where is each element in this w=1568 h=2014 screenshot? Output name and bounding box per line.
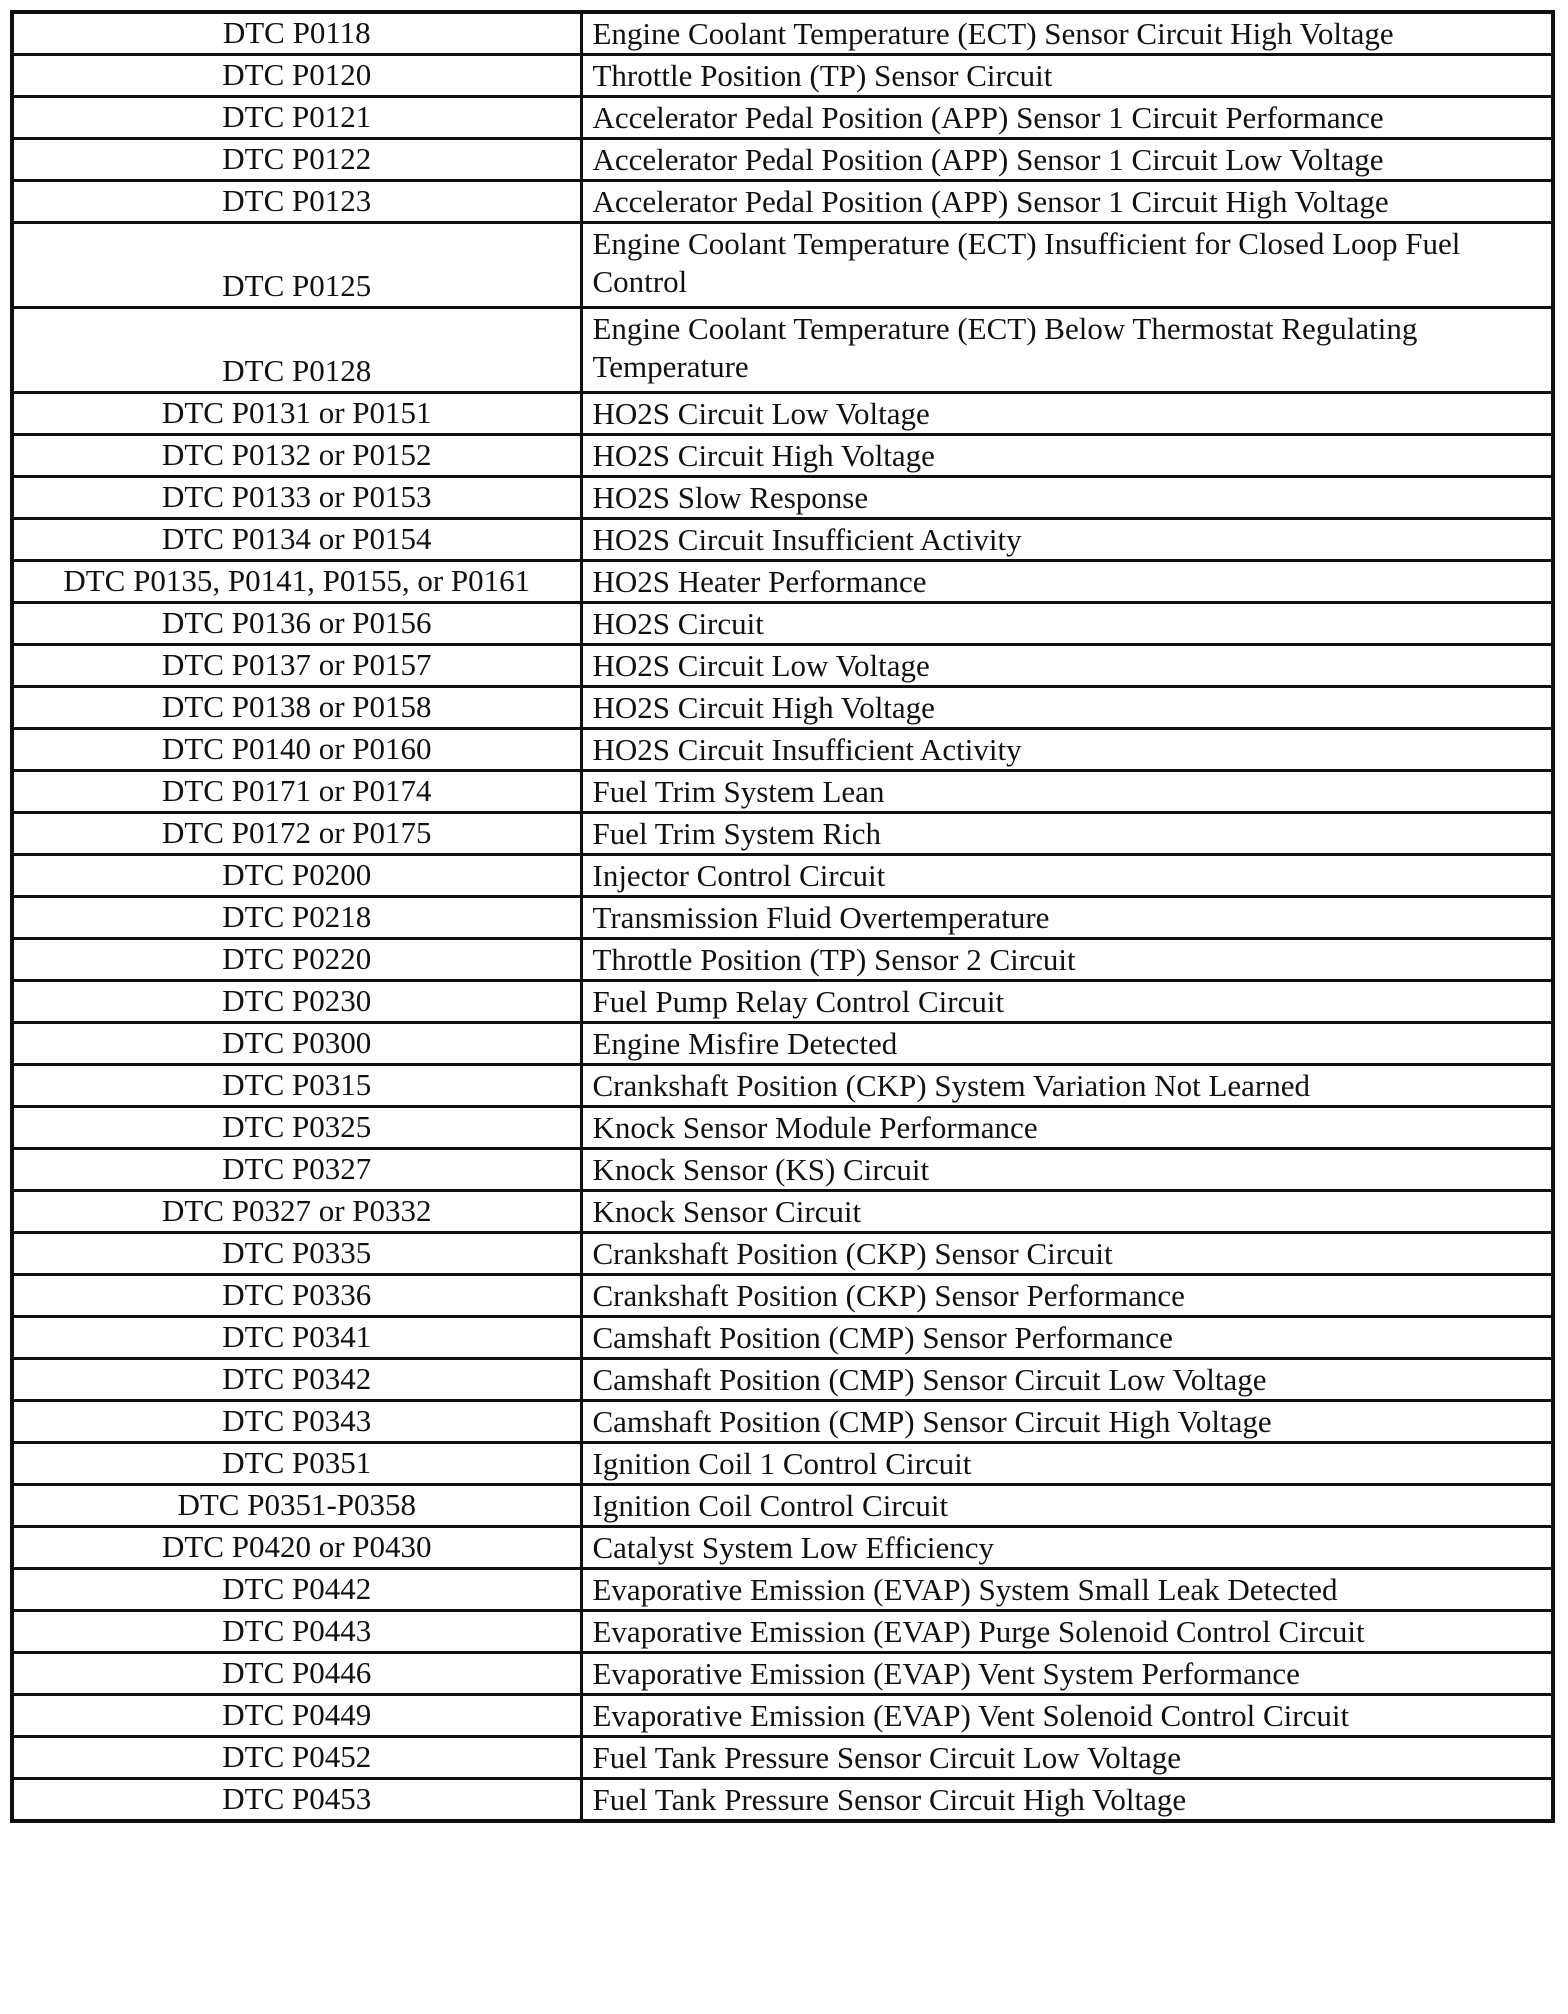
dtc-description-cell: HO2S Circuit Low Voltage: [581, 393, 1553, 435]
dtc-description-cell: Accelerator Pedal Position (APP) Sensor 1 Circuit Low Voltage: [581, 139, 1553, 181]
dtc-code-cell: DTC P0172 or P0175: [12, 813, 581, 855]
dtc-code-cell: DTC P0335: [12, 1233, 581, 1275]
dtc-description-cell: HO2S Slow Response: [581, 477, 1553, 519]
dtc-code-cell: DTC P0133 or P0153: [12, 477, 581, 519]
dtc-code-cell: DTC P0446: [12, 1653, 581, 1695]
dtc-description-cell: Engine Coolant Temperature (ECT) Sensor Circuit High Voltage: [581, 12, 1553, 55]
table-row: [12, 181, 1553, 223]
dtc-description-cell: Evaporative Emission (EVAP) Vent Solenoid Control Circuit: [581, 1695, 1553, 1737]
table-row: [12, 603, 1553, 645]
dtc-description-cell: Evaporative Emission (EVAP) System Small Leak Detected: [581, 1569, 1553, 1611]
dtc-description-cell: Fuel Tank Pressure Sensor Circuit High Voltage: [581, 1779, 1553, 1822]
dtc-description-cell: HO2S Circuit High Voltage: [581, 687, 1553, 729]
dtc-code-cell: DTC P0327 or P0332: [12, 1191, 581, 1233]
table-row: [12, 687, 1553, 729]
dtc-description-cell: HO2S Heater Performance: [581, 561, 1553, 603]
dtc-description-cell: HO2S Circuit Insufficient Activity: [581, 729, 1553, 771]
dtc-code-cell: DTC P0449: [12, 1695, 581, 1737]
dtc-code-cell: DTC P0118: [12, 12, 581, 55]
dtc-description-cell: Knock Sensor Circuit: [581, 1191, 1553, 1233]
dtc-code-cell: DTC P0122: [12, 139, 581, 181]
dtc-description-cell: Camshaft Position (CMP) Sensor Circuit High Voltage: [581, 1401, 1553, 1443]
dtc-code-cell: DTC P0128: [12, 308, 581, 393]
dtc-description-cell: Throttle Position (TP) Sensor Circuit: [581, 55, 1553, 97]
dtc-code-cell: DTC P0121: [12, 97, 581, 139]
dtc-description-cell: Accelerator Pedal Position (APP) Sensor 1 Circuit High Voltage: [581, 181, 1553, 223]
dtc-description-cell: Accelerator Pedal Position (APP) Sensor 1 Circuit Performance: [581, 97, 1553, 139]
dtc-description-cell: HO2S Circuit High Voltage: [581, 435, 1553, 477]
table-row: [12, 729, 1553, 771]
dtc-code-cell: DTC P0341: [12, 1317, 581, 1359]
dtc-code-cell: DTC P0218: [12, 897, 581, 939]
dtc-code-cell: DTC P0171 or P0174: [12, 771, 581, 813]
dtc-table: [10, 10, 1555, 1823]
dtc-code-cell: DTC P0230: [12, 981, 581, 1023]
dtc-description-cell: Crankshaft Position (CKP) Sensor Performance: [581, 1275, 1553, 1317]
table-row: [12, 1107, 1553, 1149]
table-row: [12, 12, 1553, 55]
dtc-code-cell: DTC P0137 or P0157: [12, 645, 581, 687]
table-row: [12, 897, 1553, 939]
table-row: [12, 1401, 1553, 1443]
dtc-code-cell: DTC P0351: [12, 1443, 581, 1485]
dtc-code-cell: DTC P0140 or P0160: [12, 729, 581, 771]
table-row: [12, 97, 1553, 139]
dtc-description-cell: HO2S Circuit Insufficient Activity: [581, 519, 1553, 561]
table-row: [12, 1149, 1553, 1191]
dtc-description-cell: Ignition Coil Control Circuit: [581, 1485, 1553, 1527]
dtc-code-cell: DTC P0442: [12, 1569, 581, 1611]
table-row: [12, 939, 1553, 981]
dtc-description-cell: Fuel Trim System Rich: [581, 813, 1553, 855]
table-row: [12, 645, 1553, 687]
table-row: [12, 813, 1553, 855]
dtc-code-cell: DTC P0136 or P0156: [12, 603, 581, 645]
dtc-table-body: [12, 12, 1553, 1821]
table-row: [12, 1317, 1553, 1359]
dtc-description-cell: Knock Sensor Module Performance: [581, 1107, 1553, 1149]
table-row: [12, 561, 1553, 603]
dtc-description-cell: Fuel Trim System Lean: [581, 771, 1553, 813]
dtc-code-cell: DTC P0131 or P0151: [12, 393, 581, 435]
dtc-code-cell: DTC P0134 or P0154: [12, 519, 581, 561]
dtc-code-cell: DTC P0220: [12, 939, 581, 981]
dtc-description-cell: Catalyst System Low Efficiency: [581, 1527, 1553, 1569]
dtc-description-cell: Fuel Pump Relay Control Circuit: [581, 981, 1553, 1023]
dtc-description-cell: Fuel Tank Pressure Sensor Circuit Low Voltage: [581, 1737, 1553, 1779]
dtc-code-cell: DTC P0123: [12, 181, 581, 223]
table-row: [12, 139, 1553, 181]
table-row: [12, 1485, 1553, 1527]
dtc-code-cell: DTC P0325: [12, 1107, 581, 1149]
dtc-code-cell: DTC P0300: [12, 1023, 581, 1065]
table-row: [12, 771, 1553, 813]
table-row: [12, 1275, 1553, 1317]
table-row: [12, 519, 1553, 561]
table-row: [12, 1695, 1553, 1737]
dtc-code-cell: DTC P0342: [12, 1359, 581, 1401]
dtc-code-cell: DTC P0135, P0141, P0155, or P0161: [12, 561, 581, 603]
dtc-code-cell: DTC P0420 or P0430: [12, 1527, 581, 1569]
table-row: [12, 1611, 1553, 1653]
dtc-description-cell: Transmission Fluid Overtemperature: [581, 897, 1553, 939]
dtc-description-cell: Engine Misfire Detected: [581, 1023, 1553, 1065]
dtc-code-cell: DTC P0132 or P0152: [12, 435, 581, 477]
table-row: [12, 1653, 1553, 1695]
dtc-code-cell: DTC P0315: [12, 1065, 581, 1107]
table-row: [12, 393, 1553, 435]
dtc-description-cell: Crankshaft Position (CKP) System Variation Not Learned: [581, 1065, 1553, 1107]
table-row: [12, 55, 1553, 97]
dtc-code-cell: DTC P0453: [12, 1779, 581, 1822]
table-row: [12, 1359, 1553, 1401]
dtc-code-cell: DTC P0138 or P0158: [12, 687, 581, 729]
table-row: [12, 477, 1553, 519]
table-row: [12, 1443, 1553, 1485]
dtc-code-cell: DTC P0336: [12, 1275, 581, 1317]
dtc-code-cell: DTC P0351-P0358: [12, 1485, 581, 1527]
table-row: [12, 1065, 1553, 1107]
table-row: [12, 223, 1553, 308]
dtc-description-cell: Engine Coolant Temperature (ECT) Insufficient for Closed Loop Fuel Control: [581, 223, 1553, 308]
dtc-description-cell: Engine Coolant Temperature (ECT) Below Thermostat Regulating Temperature: [581, 308, 1553, 393]
dtc-description-cell: Evaporative Emission (EVAP) Purge Solenoid Control Circuit: [581, 1611, 1553, 1653]
table-row: [12, 308, 1553, 393]
dtc-code-cell: DTC P0125: [12, 223, 581, 308]
table-row: [12, 1737, 1553, 1779]
table-row: [12, 1233, 1553, 1275]
dtc-code-cell: DTC P0343: [12, 1401, 581, 1443]
dtc-code-cell: DTC P0327: [12, 1149, 581, 1191]
dtc-code-cell: DTC P0120: [12, 55, 581, 97]
dtc-code-cell: DTC P0452: [12, 1737, 581, 1779]
table-row: [12, 1569, 1553, 1611]
dtc-description-cell: HO2S Circuit Low Voltage: [581, 645, 1553, 687]
dtc-description-cell: Camshaft Position (CMP) Sensor Circuit Low Voltage: [581, 1359, 1553, 1401]
table-row: [12, 1527, 1553, 1569]
dtc-description-cell: Camshaft Position (CMP) Sensor Performance: [581, 1317, 1553, 1359]
dtc-description-cell: Ignition Coil 1 Control Circuit: [581, 1443, 1553, 1485]
table-row: [12, 1023, 1553, 1065]
table-row: [12, 981, 1553, 1023]
dtc-description-cell: Crankshaft Position (CKP) Sensor Circuit: [581, 1233, 1553, 1275]
table-row: [12, 435, 1553, 477]
dtc-description-cell: Evaporative Emission (EVAP) Vent System Performance: [581, 1653, 1553, 1695]
dtc-description-cell: HO2S Circuit: [581, 603, 1553, 645]
dtc-description-cell: Throttle Position (TP) Sensor 2 Circuit: [581, 939, 1553, 981]
table-row: [12, 1779, 1553, 1822]
dtc-code-cell: DTC P0200: [12, 855, 581, 897]
dtc-code-cell: DTC P0443: [12, 1611, 581, 1653]
dtc-description-cell: Knock Sensor (KS) Circuit: [581, 1149, 1553, 1191]
table-row: [12, 855, 1553, 897]
table-row: [12, 1191, 1553, 1233]
dtc-description-cell: Injector Control Circuit: [581, 855, 1553, 897]
